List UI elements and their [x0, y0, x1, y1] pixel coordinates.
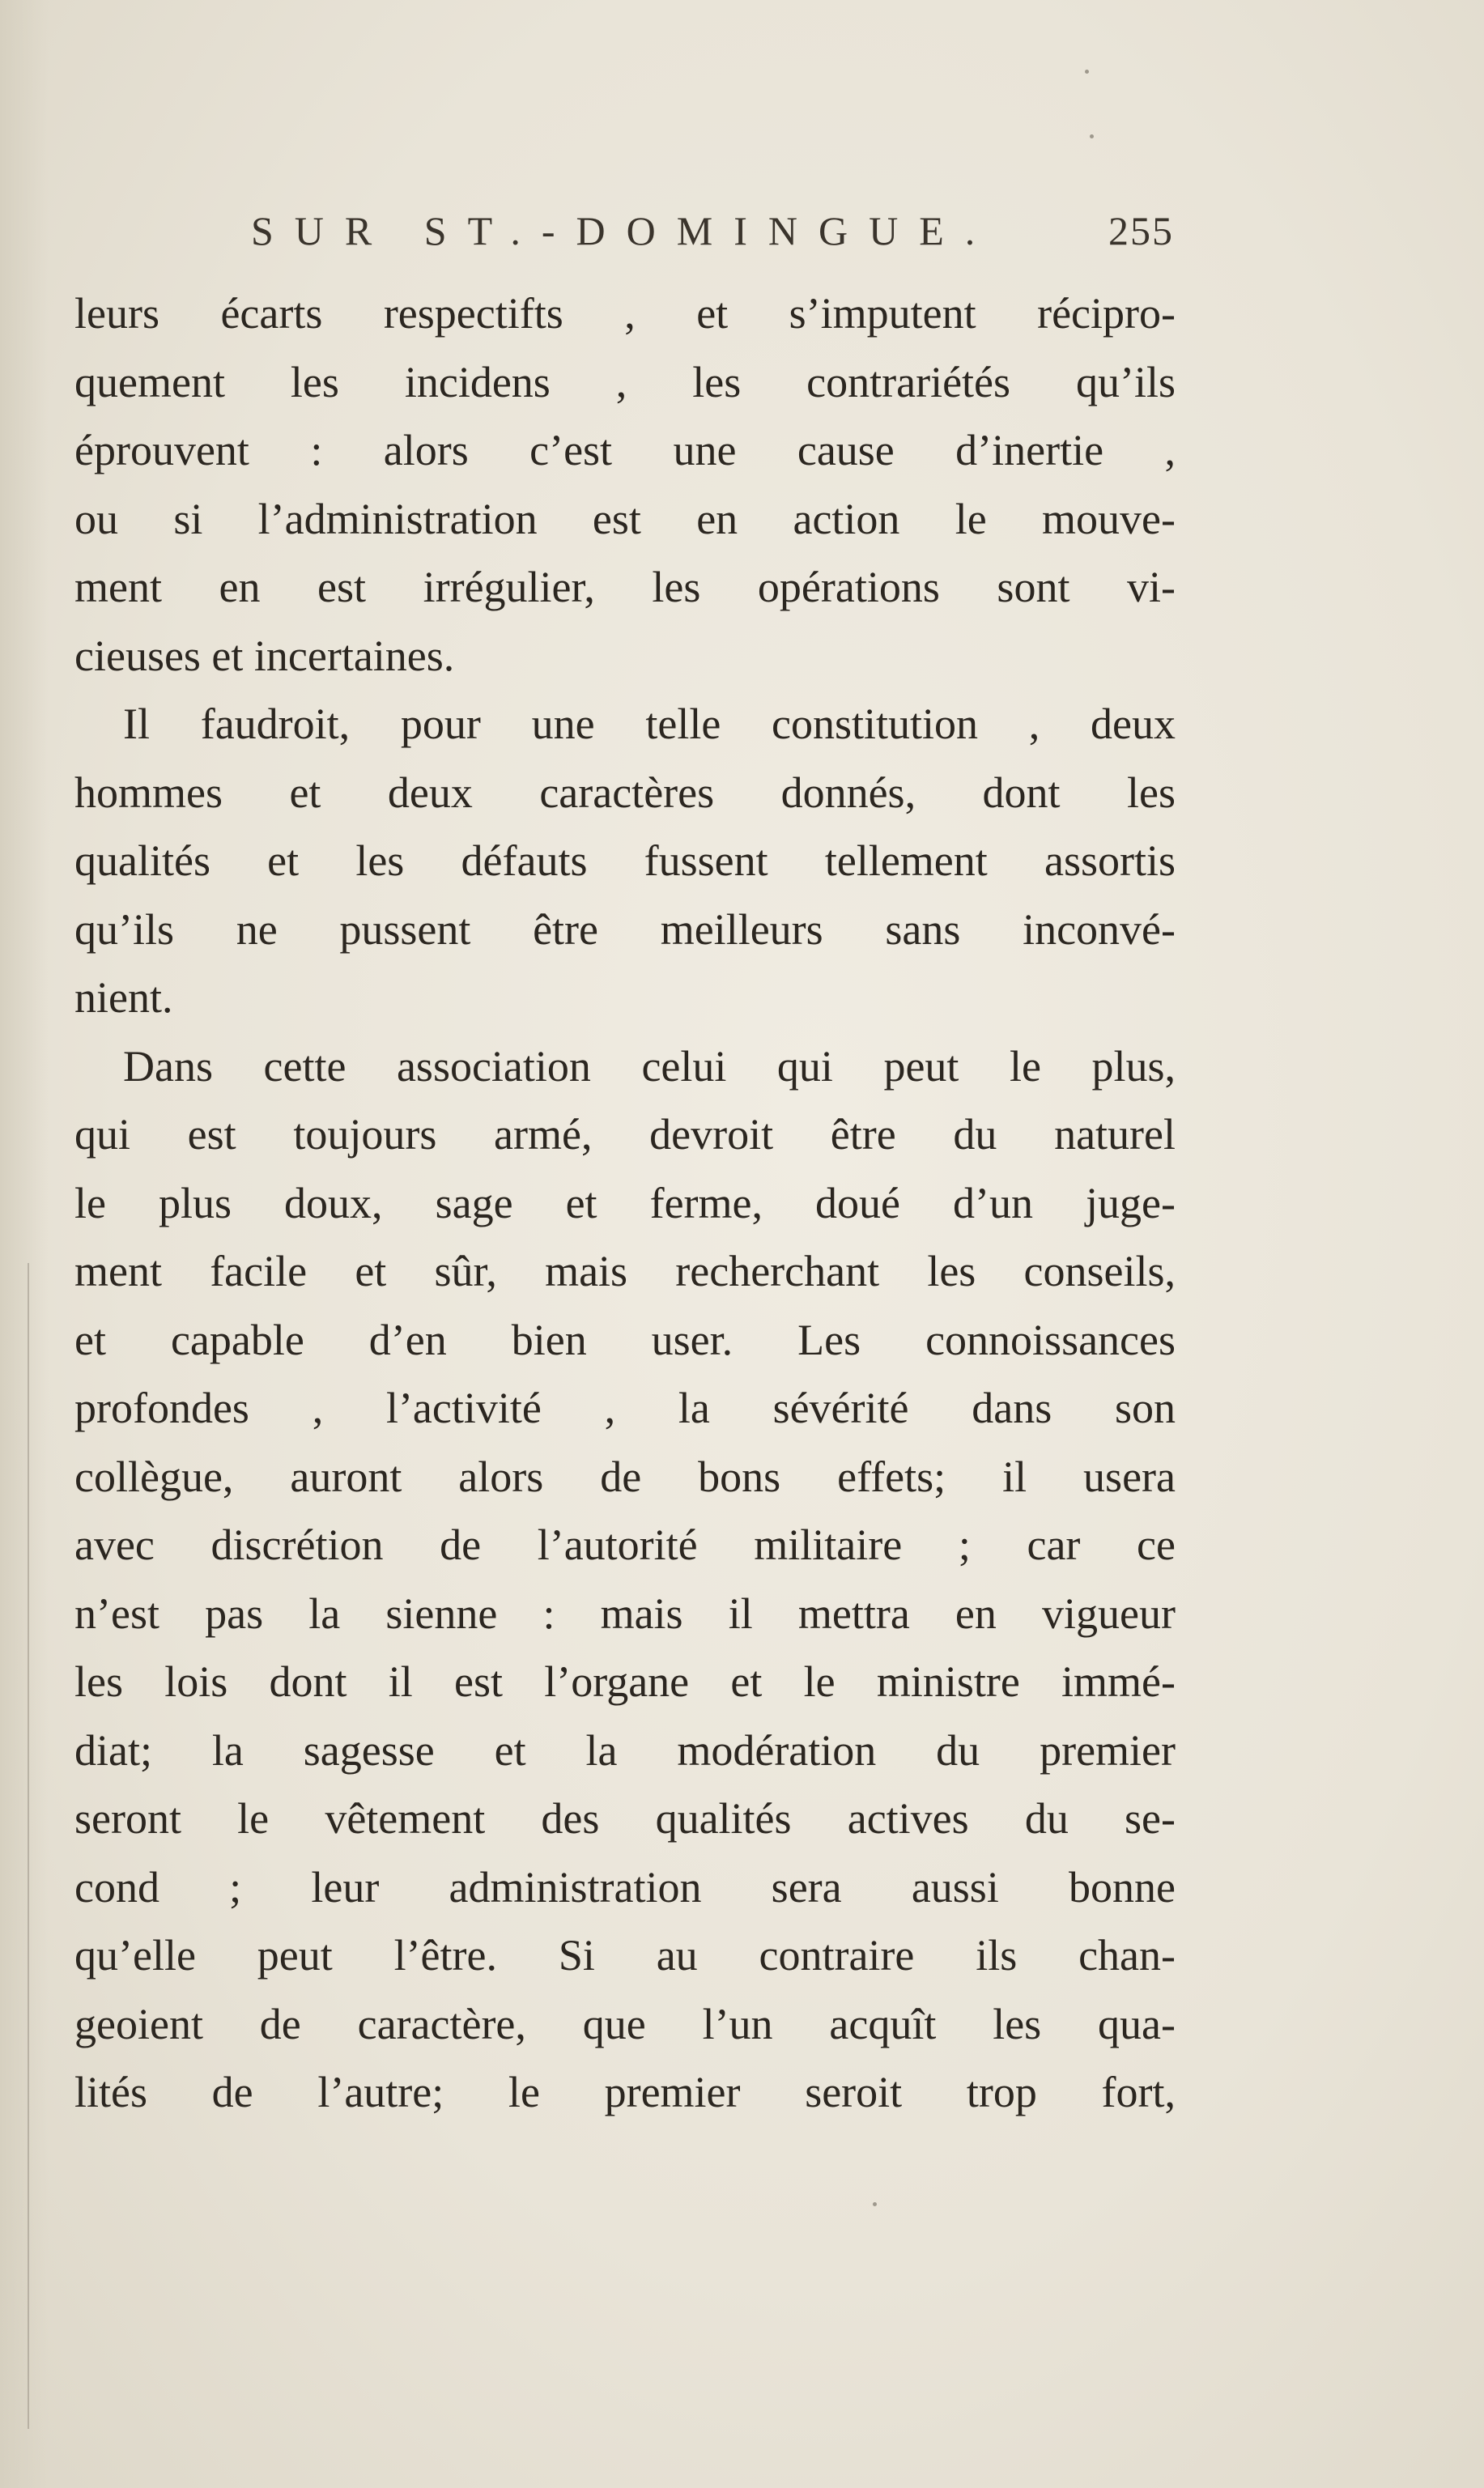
text-line: seront le vêtement des qualités actives du se- [74, 1794, 1176, 1843]
text-line: hommes et deux caractères donnés, dont les [74, 768, 1176, 817]
text-line: diat; la sagesse et la modération du premier [74, 1725, 1176, 1775]
text-line: ment en est irrégulier, les opérations sont vi- [74, 563, 1176, 611]
text-line: qui est toujours armé, devroit être du naturel [74, 1110, 1176, 1159]
text-line: Dans cette association celui qui peut le plus, [123, 1041, 1176, 1091]
paper-speck [1090, 134, 1094, 138]
page-number: 255 [1108, 208, 1174, 253]
text-line: nient. [74, 973, 173, 1022]
text-line: et capable d’en bien user. Les connoissances [74, 1315, 1176, 1364]
gutter-shadow [0, 0, 49, 2488]
body-text [74, 279, 1176, 2127]
text-line: avec discrétion de l’autorité militaire ; car ce [74, 1520, 1176, 1569]
text-line: éprouvent : alors c’est une cause d’inertie , [74, 426, 1176, 474]
text-line: cond ; leur administration sera aussi bonne [74, 1862, 1176, 1912]
text-line: qu’elle peut l’être. Si au contraire ils chan- [74, 1931, 1176, 1980]
text-line: n’est pas la sienne : mais il mettra en vigueur [74, 1588, 1176, 1638]
text-line: les lois dont il est l’organe et le ministre immé- [74, 1657, 1176, 1706]
text-line: quement les incidens , les contrariétés qu’ils [74, 357, 1176, 406]
text-line: Il faudroit, pour une telle constitution , deux [123, 700, 1176, 748]
text-line: le plus doux, sage et ferme, doué d’un juge- [74, 1178, 1176, 1227]
text-line: ou si l’administration est en action le mouve- [74, 494, 1176, 543]
text-line: cieuses et incertaines. [74, 631, 455, 680]
text-line: profondes , l’activité , la sévérité dans son [74, 1384, 1176, 1432]
text-line: lités de l’autre; le premier seroit trop fort, [74, 2068, 1176, 2116]
text-line: qu’ils ne pussent être meilleurs sans inconvé- [74, 904, 1176, 954]
paper-speck [1085, 70, 1089, 74]
running-title: SUR ST.-DOMINGUE. [251, 208, 997, 253]
text-line: collègue, auront alors de bons effets; il usera [74, 1452, 1176, 1501]
text-line: geoient de caractère, que l’un acquît les qua- [74, 1999, 1176, 2048]
page-header [243, 207, 1174, 264]
paper-speck [873, 2202, 877, 2206]
text-line: qualités et les défauts fussent tellement assortis [74, 836, 1176, 885]
text-line: ment facile et sûr, mais recherchant les conseils, [74, 1247, 1176, 1295]
binding-edge [28, 1263, 29, 2429]
text-line: leurs écarts respectifts , et s’imputent récipro- [74, 289, 1176, 338]
